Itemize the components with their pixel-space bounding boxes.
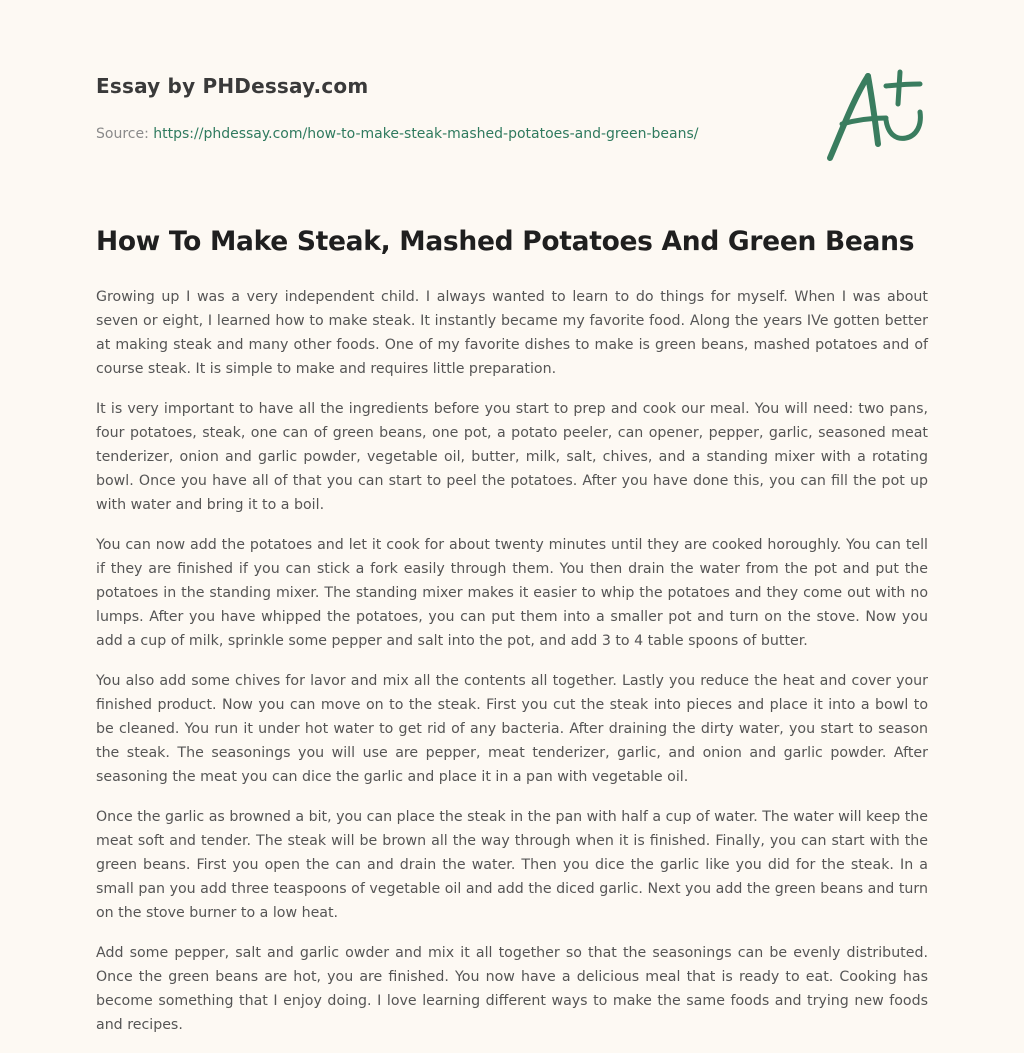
essay-paragraph: You can now add the potatoes and let it cook for about twenty minutes until they are cooked horoughly. You can tell if they are finished if you can stick a fork easily through them. You then drain the water from the pot and put the potatoes in the standing mixer. The standing mixer makes it easier to whip the potatoes and they come out with no lumps. After you have whipped the potatoes, you can put them into a smaller pot and turn on the stove. Now you add a cup of milk, sprinkle some pepper and salt into the pot, and add 3 to 4 table spoons of butter. [96, 537, 928, 649]
source-line [96, 126, 796, 142]
source-label: Source: [96, 126, 149, 142]
essay-title: How To Make Steak, Mashed Potatoes And Green Beans [96, 226, 915, 257]
source-link[interactable]: https://phdessay.com/how-to-make-steak-mashed-potatoes-and-green-beans/ [153, 126, 699, 142]
essay-header [96, 74, 796, 142]
essay-paragraph: You also add some chives for lavor and mix all the contents all together. Lastly you reduce the heat and cover your finished product. Now you can move on to the steak. First you cut the steak into pieces and place it into a bowl to be cleaned. You run it under hot water to get rid of any bacteria. After draining the dirty water, you start to season the steak. The seasonings you will use are pepper, meat tenderizer, garlic, and onion and garlic powder. After seasoning the meat you can dice the garlic and place it in a pan with vegetable oil. [96, 673, 928, 785]
essay-paragraph: It is very important to have all the ingredients before you start to prep and cook our meal. You will need: two pans, four potatoes, steak, one can of green beans, one pot, a potato peeler, can opener, pepper, garlic, seasoned meat tenderizer, onion and garlic powder, vegetable oil, butter, milk, salt, chives, and a standing mixer with a rotating bowl. Once you have all of that you can start to peel the potatoes. After you have done this, you can fill the pot up with water and bring it to a boil. [96, 401, 928, 513]
site-brand: Essay by PHDessay.com [96, 74, 369, 98]
essay-body [96, 285, 928, 1053]
essay-paragraph: Growing up I was a very independent child. I always wanted to learn to do things for myself. When I was about seven or eight, I learned how to make steak. It instantly became my favorite food. Along the years IVe gotten better at making steak and many other foods. One of my favorite dishes to make is green beans, mashed potatoes and of course steak. It is simple to make and requires little preparation. [96, 289, 928, 377]
a-plus-grade-icon [820, 68, 930, 164]
essay-paragraph: Once the garlic as browned a bit, you can place the steak in the pan with half a cup of water. The water will keep the meat soft and tender. The steak will be brown all the way through when it is finished. Finally, you can start with the green beans. First you open the can and drain the water. Then you dice the garlic like you did for the steak. In a small pan you add three teaspoons of vegetable oil and add the diced garlic. Next you add the green beans and turn on the stove burner to a low heat. [96, 809, 928, 921]
essay-paragraph: Add some pepper, salt and garlic owder and mix it all together so that the seasonings can be evenly distributed. Once the green beans are hot, you are finished. You now have a delicious meal that is ready to eat. Cooking has become something that I enjoy doing. I love learning different ways to make the same foods and trying new foods and recipes. [96, 945, 928, 1033]
